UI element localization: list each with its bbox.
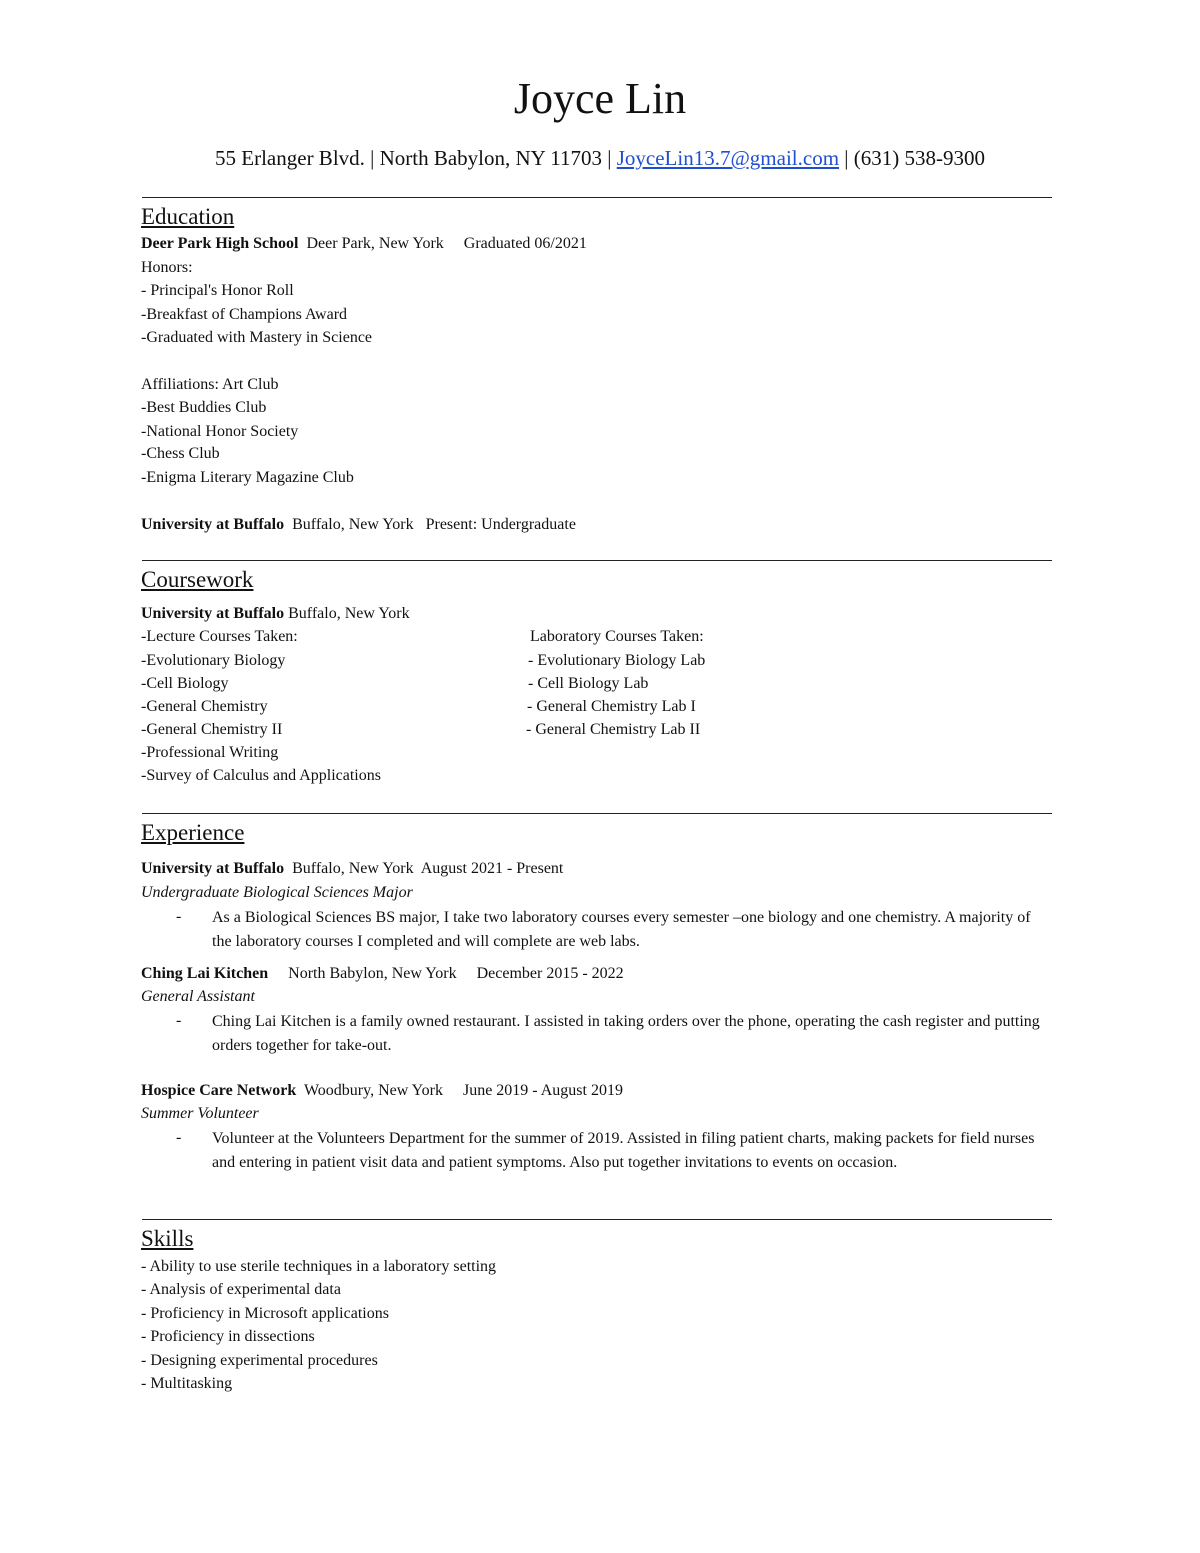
hs-location: Deer Park, New York xyxy=(306,235,444,252)
job-header xyxy=(141,963,624,985)
hs-date: Graduated 06/2021 xyxy=(463,235,587,252)
contact-line xyxy=(0,144,1200,172)
affiliation-item: -National Honor Society xyxy=(141,423,299,440)
email-link[interactable]: JoyceLin13.7@gmail.com xyxy=(616,146,840,170)
coursework-heading: Coursework xyxy=(141,567,254,592)
ub-location: Buffalo, New York xyxy=(292,516,414,533)
job-description: Volunteer at the Volunteers Department for the summer of 2019. Assisted in filing patient charts, making packets for field nurses and entering in patient visit data and patient symptoms. Also put together invitations to events on occasion. xyxy=(212,1130,1035,1171)
job-description: As a Biological Sciences BS major, I take two laboratory courses every semester –one biology and one chemistry. A majority of the laboratory courses I completed and will complete are web labs. xyxy=(212,909,1031,950)
hs-school: Deer Park High School xyxy=(141,235,299,252)
honors-label: Honors: xyxy=(141,259,193,276)
lab-item: - General Chemistry Lab II xyxy=(526,721,701,738)
affiliation-item: -Chess Club xyxy=(141,445,220,462)
job-org: Ching Lai Kitchen xyxy=(141,965,269,982)
experience-heading: Experience xyxy=(141,820,245,845)
job-role: General Assistant xyxy=(141,988,255,1005)
job-role: Undergraduate Biological Sciences Major xyxy=(141,884,413,901)
coursework-school-name: University at Buffalo xyxy=(141,605,285,622)
skill-item: - Ability to use sterile techniques in a laboratory setting xyxy=(141,1258,497,1275)
job-description: Ching Lai Kitchen is a family owned restaurant. I assisted in taking orders over the phone, operating the cash register and putting orders together for take-out. xyxy=(212,1013,1040,1054)
skill-item: - Proficiency in Microsoft applications xyxy=(141,1305,389,1322)
honor-item: -Graduated with Mastery in Science xyxy=(141,329,373,346)
divider xyxy=(142,197,1052,198)
lecture-item: -Survey of Calculus and Applications xyxy=(141,767,381,784)
coursework-school xyxy=(141,603,410,625)
bullet-dash: - xyxy=(176,908,182,925)
divider xyxy=(142,813,1052,814)
honor-item: -Breakfast of Champions Award xyxy=(141,306,348,323)
contact-phone: | (631) 538-9300 xyxy=(844,146,985,170)
job-location: Buffalo, New York xyxy=(292,860,414,877)
skills-heading: Skills xyxy=(141,1226,194,1251)
job-org: University at Buffalo xyxy=(141,860,285,877)
bullet-dash: - xyxy=(176,1012,182,1029)
ub-entry xyxy=(141,514,576,536)
skill-item: - Multitasking xyxy=(141,1375,233,1392)
candidate-name: Joyce Lin xyxy=(513,74,687,123)
lecture-item: -Lecture Courses Taken: xyxy=(141,628,298,645)
affiliations-label: Affiliations: Art Club xyxy=(141,376,279,393)
affiliation-item: -Best Buddies Club xyxy=(141,399,267,416)
job-date: August 2021 - Present xyxy=(420,860,564,877)
job-header xyxy=(141,858,563,880)
job-date: June 2019 - August 2019 xyxy=(462,1082,623,1099)
ub-school: University at Buffalo xyxy=(141,516,285,533)
skill-item: - Proficiency in dissections xyxy=(141,1328,315,1345)
lab-item: - General Chemistry Lab I xyxy=(527,698,696,715)
job-location: North Babylon, New York xyxy=(288,965,457,982)
skill-item: - Designing experimental procedures xyxy=(141,1352,378,1369)
education-heading: Education xyxy=(141,204,235,229)
affiliation-item: -Enigma Literary Magazine Club xyxy=(141,469,354,486)
bullet-dash: - xyxy=(176,1129,182,1146)
job-header xyxy=(141,1080,623,1102)
lecture-item: -Evolutionary Biology xyxy=(141,652,286,669)
ub-date: Present: Undergraduate xyxy=(425,516,576,533)
skill-item: - Analysis of experimental data xyxy=(141,1281,341,1298)
lab-item: - Cell Biology Lab xyxy=(528,675,649,692)
job-role: Summer Volunteer xyxy=(141,1105,259,1122)
lab-item: - Evolutionary Biology Lab xyxy=(528,652,706,669)
hs-entry xyxy=(141,233,587,255)
lecture-item: -Professional Writing xyxy=(141,744,279,761)
job-location: Woodbury, New York xyxy=(303,1082,443,1099)
coursework-location: Buffalo, New York xyxy=(288,605,410,622)
lecture-item: -General Chemistry II xyxy=(141,721,283,738)
honor-item: - Principal's Honor Roll xyxy=(141,282,294,299)
job-date: December 2015 - 2022 xyxy=(476,965,624,982)
divider xyxy=(142,1219,1052,1220)
divider xyxy=(142,560,1052,561)
lecture-item: -Cell Biology xyxy=(141,675,229,692)
lab-item: Laboratory Courses Taken: xyxy=(530,628,704,645)
contact-address: 55 Erlanger Blvd. | North Babylon, NY 11703 | xyxy=(215,146,612,170)
lecture-item: -General Chemistry xyxy=(141,698,268,715)
job-org: Hospice Care Network xyxy=(141,1082,297,1099)
